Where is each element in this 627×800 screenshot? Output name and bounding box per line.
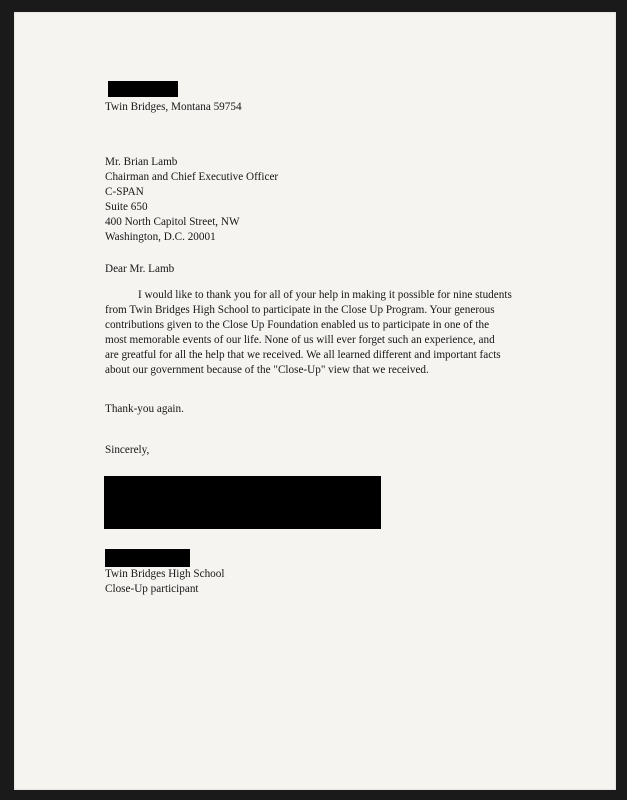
body-line: contributions given to the Close Up Foundation enabled us to participate in one of the	[105, 319, 490, 331]
recipient-line: Washington, D.C. 20001	[105, 231, 216, 243]
recipient-line: Chairman and Chief Executive Officer	[105, 171, 279, 183]
body-line: I would like to thank you for all of your help in making it possible for nine students	[138, 289, 512, 301]
body-line: from Twin Bridges High School to participate in the Close Up Program. Your generous	[105, 304, 495, 316]
salutation: Dear Mr. Lamb	[105, 263, 175, 275]
recipient-line: Mr. Brian Lamb	[105, 156, 178, 168]
letter-page	[14, 12, 616, 790]
body-line: about our government because of the "Close-Up" view that we received.	[105, 364, 429, 376]
recipient-line: C-SPAN	[105, 186, 144, 198]
signer-school: Twin Bridges High School	[105, 568, 225, 580]
signer-role: Close-Up participant	[105, 583, 199, 595]
recipient-line: 400 North Capitol Street, NW	[105, 216, 240, 228]
redacted-sender-name	[108, 81, 178, 97]
body-line: are greatful for all the help that we received. We all learned different and important facts	[105, 349, 501, 361]
redacted-signature	[104, 476, 381, 529]
redacted-printed-name	[105, 549, 190, 567]
letter-body	[105, 288, 512, 378]
recipient-address	[105, 155, 278, 245]
closing: Sincerely,	[105, 444, 150, 456]
thank-you-line: Thank-you again.	[105, 403, 184, 415]
sender-city-line: Twin Bridges, Montana 59754	[105, 101, 242, 113]
body-line: most memorable events of our life. None of us will ever forget such an experience, and	[105, 334, 495, 346]
recipient-line: Suite 650	[105, 201, 148, 213]
